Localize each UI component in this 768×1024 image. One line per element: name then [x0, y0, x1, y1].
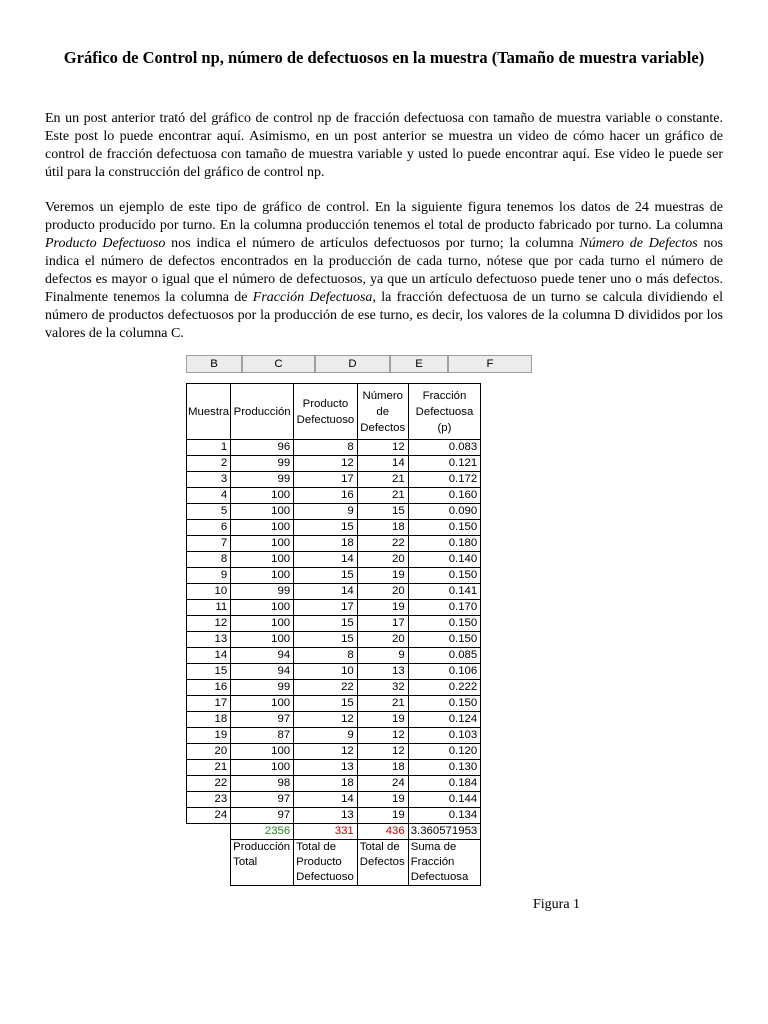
cell-numero-defectos: 17: [357, 616, 408, 632]
cell-producto-defectuoso: 18: [294, 776, 358, 792]
cell-muestra: 10: [187, 584, 231, 600]
totals-row: [187, 824, 481, 840]
cell-producto-defectuoso: 13: [294, 760, 358, 776]
table-row: [187, 808, 481, 824]
table-row: [187, 440, 481, 456]
cell-fraccion: 0.222: [408, 680, 481, 696]
cell-producto-defectuoso: 16: [294, 488, 358, 504]
cell-producto-defectuoso: 22: [294, 680, 358, 696]
cell-fraccion: 0.150: [408, 568, 481, 584]
cell-producto-defectuoso: 8: [294, 648, 358, 664]
cell-numero-defectos: 21: [357, 696, 408, 712]
cell-muestra: 3: [187, 472, 231, 488]
table-row: [187, 792, 481, 808]
table-row: [187, 632, 481, 648]
cell-producto-defectuoso: 18: [294, 536, 358, 552]
cell-fraccion: 0.180: [408, 536, 481, 552]
data-table: [186, 383, 481, 886]
table-row: [187, 568, 481, 584]
paragraph-intro: En un post anterior trató del gráfico de control np de fracción defectuosa con tamaño de muestra variable o constante. Este post lo puede encontrar aquí. Asimismo, en un post anterior se muestra un video de cómo hacer un gráfico de control de fracción defectuosa con tamaño de muestra variable y usted lo puede encontrar aquí. Ese video le puede ser útil para la construcción del gráfico de control np.: [45, 111, 723, 180]
cell-numero-defectos: 21: [357, 488, 408, 504]
cell-produccion: 97: [231, 808, 294, 824]
cell-fraccion: 0.184: [408, 776, 481, 792]
table-body: [187, 440, 481, 824]
cell-fraccion: 0.170: [408, 600, 481, 616]
cell-produccion: 100: [231, 504, 294, 520]
cell-numero-defectos: 15: [357, 504, 408, 520]
cell-producto-defectuoso: 15: [294, 632, 358, 648]
table-row: [187, 776, 481, 792]
table-row: [187, 552, 481, 568]
cell-muestra: 18: [187, 712, 231, 728]
paragraph-text: nos indica el número de artículos defectuosos por turno; la columna: [165, 236, 580, 251]
total-fraccion: 3.360571953: [408, 824, 481, 840]
paragraph-text: nos indica el número de defectos encontrados en la producción de cada turno, nótese que por cada turno el número de defectos es mayor o igual que el número de defectuosos, ya que un artículo defectuoso puede tener uno o más defectos. Finalmente tenemos la columna de: [45, 236, 723, 305]
table-row: [187, 648, 481, 664]
cell-produccion: 87: [231, 728, 294, 744]
cell-producto-defectuoso: 8: [294, 440, 358, 456]
table-row: [187, 584, 481, 600]
table-header-row: [187, 384, 481, 440]
cell-muestra: 1: [187, 440, 231, 456]
caption-fraccion: Suma de Fracción Defectuosa: [408, 840, 481, 886]
cell-muestra: 14: [187, 648, 231, 664]
paragraph-italic: Producto Defectuoso: [45, 236, 166, 251]
cell-produccion: 99: [231, 584, 294, 600]
total-produccion: 2356: [231, 824, 294, 840]
cell-producto-defectuoso: 9: [294, 728, 358, 744]
cell-produccion: 100: [231, 520, 294, 536]
cell-muestra: 5: [187, 504, 231, 520]
cell-muestra: 13: [187, 632, 231, 648]
header-numero-defectos: Número de Defectos: [357, 384, 408, 440]
cell-produccion: 97: [231, 712, 294, 728]
empty-cell: [187, 840, 231, 886]
cell-muestra: 6: [187, 520, 231, 536]
cell-numero-defectos: 12: [357, 728, 408, 744]
cell-producto-defectuoso: 15: [294, 616, 358, 632]
page-title: Gráfico de Control np, número de defectuosos en la muestra (Tamaño de muestra variable): [63, 48, 705, 67]
cell-produccion: 94: [231, 664, 294, 680]
cell-fraccion: 0.134: [408, 808, 481, 824]
column-letter-e: E: [390, 355, 448, 373]
cell-producto-defectuoso: 13: [294, 808, 358, 824]
cell-producto-defectuoso: 14: [294, 792, 358, 808]
cell-producto-defectuoso: 14: [294, 552, 358, 568]
cell-fraccion: 0.120: [408, 744, 481, 760]
cell-numero-defectos: 20: [357, 584, 408, 600]
table-row: [187, 680, 481, 696]
cell-numero-defectos: 19: [357, 792, 408, 808]
cell-muestra: 22: [187, 776, 231, 792]
cell-numero-defectos: 19: [357, 568, 408, 584]
cell-numero-defectos: 12: [357, 440, 408, 456]
table-row: [187, 472, 481, 488]
cell-fraccion: 0.150: [408, 520, 481, 536]
cell-fraccion: 0.150: [408, 696, 481, 712]
cell-produccion: 94: [231, 648, 294, 664]
table-row: [187, 536, 481, 552]
table-row: [187, 712, 481, 728]
cell-produccion: 100: [231, 760, 294, 776]
cell-muestra: 16: [187, 680, 231, 696]
cell-fraccion: 0.085: [408, 648, 481, 664]
cell-produccion: 100: [231, 552, 294, 568]
table-row: [187, 456, 481, 472]
cell-muestra: 19: [187, 728, 231, 744]
cell-numero-defectos: 18: [357, 520, 408, 536]
cell-fraccion: 0.130: [408, 760, 481, 776]
cell-produccion: 100: [231, 696, 294, 712]
paragraph-text: Veremos un ejemplo de este tipo de gráfico de control. En la siguiente figura tenemos los datos de 24 muestras de producto producido por turno. En la columna producción tenemos el total de producto fabricado por turno. La columna: [45, 200, 723, 233]
table-row: [187, 616, 481, 632]
cell-numero-defectos: 24: [357, 776, 408, 792]
cell-numero-defectos: 19: [357, 808, 408, 824]
header-fraccion-defectuosa: Fracción Defectuosa (p): [408, 384, 481, 440]
cell-produccion: 100: [231, 536, 294, 552]
cell-numero-defectos: 12: [357, 744, 408, 760]
cell-muestra: 12: [187, 616, 231, 632]
table-row: [187, 664, 481, 680]
cell-muestra: 9: [187, 568, 231, 584]
cell-numero-defectos: 32: [357, 680, 408, 696]
cell-fraccion: 0.140: [408, 552, 481, 568]
cell-produccion: 98: [231, 776, 294, 792]
captions-row: [187, 840, 481, 886]
cell-producto-defectuoso: 17: [294, 472, 358, 488]
cell-producto-defectuoso: 10: [294, 664, 358, 680]
cell-fraccion: 0.124: [408, 712, 481, 728]
column-letter-f: F: [448, 355, 532, 373]
cell-producto-defectuoso: 14: [294, 584, 358, 600]
figure-label: Figura 1: [533, 897, 581, 912]
table-row: [187, 520, 481, 536]
column-letter-d: D: [315, 355, 390, 373]
column-letter-c: C: [242, 355, 315, 373]
cell-producto-defectuoso: 9: [294, 504, 358, 520]
cell-producto-defectuoso: 15: [294, 696, 358, 712]
cell-produccion: 99: [231, 680, 294, 696]
cell-fraccion: 0.141: [408, 584, 481, 600]
cell-producto-defectuoso: 12: [294, 744, 358, 760]
cell-produccion: 100: [231, 600, 294, 616]
cell-producto-defectuoso: 15: [294, 568, 358, 584]
cell-fraccion: 0.150: [408, 616, 481, 632]
paragraph-text: , la fracción defectuosa de un turno se calcula dividiendo el número de productos defectuosos por la producción de ese turno, es decir, los valores de la columna D divididos por los valores de la columna C.: [45, 290, 723, 341]
cell-muestra: 21: [187, 760, 231, 776]
header-muestra: Muestra: [187, 384, 231, 440]
table-row: [187, 728, 481, 744]
table-row: [187, 744, 481, 760]
cell-muestra: 20: [187, 744, 231, 760]
cell-fraccion: 0.160: [408, 488, 481, 504]
cell-numero-defectos: 14: [357, 456, 408, 472]
total-numero-defectos: 436: [357, 824, 408, 840]
cell-produccion: 96: [231, 440, 294, 456]
cell-numero-defectos: 9: [357, 648, 408, 664]
column-letter-b: B: [186, 355, 242, 373]
empty-cell: [187, 824, 231, 840]
table-row: [187, 504, 481, 520]
cell-muestra: 4: [187, 488, 231, 504]
cell-fraccion: 0.172: [408, 472, 481, 488]
cell-numero-defectos: 22: [357, 536, 408, 552]
caption-producto-defectuoso: Total de Producto Defectuoso: [294, 840, 358, 886]
cell-producto-defectuoso: 12: [294, 456, 358, 472]
cell-muestra: 2: [187, 456, 231, 472]
cell-numero-defectos: 20: [357, 552, 408, 568]
table-row: [187, 600, 481, 616]
cell-produccion: 100: [231, 616, 294, 632]
cell-produccion: 100: [231, 488, 294, 504]
cell-produccion: 97: [231, 792, 294, 808]
cell-fraccion: 0.090: [408, 504, 481, 520]
caption-produccion: Producción Total: [231, 840, 294, 886]
cell-fraccion: 0.103: [408, 728, 481, 744]
cell-produccion: 99: [231, 472, 294, 488]
header-producto-defectuoso: Producto Defectuoso: [294, 384, 358, 440]
cell-numero-defectos: 20: [357, 632, 408, 648]
paragraph-italic: Fracción Defectuosa: [252, 290, 373, 305]
header-produccion: Producción: [231, 384, 294, 440]
cell-numero-defectos: 19: [357, 600, 408, 616]
cell-muestra: 11: [187, 600, 231, 616]
cell-numero-defectos: 21: [357, 472, 408, 488]
cell-produccion: 100: [231, 632, 294, 648]
cell-produccion: 100: [231, 744, 294, 760]
cell-fraccion: 0.150: [408, 632, 481, 648]
cell-producto-defectuoso: 12: [294, 712, 358, 728]
cell-muestra: 7: [187, 536, 231, 552]
cell-muestra: 17: [187, 696, 231, 712]
total-producto-defectuoso: 331: [294, 824, 358, 840]
cell-fraccion: 0.121: [408, 456, 481, 472]
cell-fraccion: 0.144: [408, 792, 481, 808]
cell-producto-defectuoso: 15: [294, 520, 358, 536]
cell-produccion: 99: [231, 456, 294, 472]
cell-fraccion: 0.083: [408, 440, 481, 456]
cell-numero-defectos: 19: [357, 712, 408, 728]
cell-producto-defectuoso: 17: [294, 600, 358, 616]
cell-muestra: 8: [187, 552, 231, 568]
table-row: [187, 488, 481, 504]
cell-produccion: 100: [231, 568, 294, 584]
cell-numero-defectos: 13: [357, 664, 408, 680]
cell-fraccion: 0.106: [408, 664, 481, 680]
table-row: [187, 696, 481, 712]
paragraph-italic: Número de Defectos: [579, 236, 698, 251]
cell-numero-defectos: 18: [357, 760, 408, 776]
cell-muestra: 15: [187, 664, 231, 680]
caption-numero-defectos: Total de Defectos: [357, 840, 408, 886]
table-row: [187, 760, 481, 776]
cell-muestra: 24: [187, 808, 231, 824]
cell-muestra: 23: [187, 792, 231, 808]
paragraph-example: [45, 199, 723, 343]
